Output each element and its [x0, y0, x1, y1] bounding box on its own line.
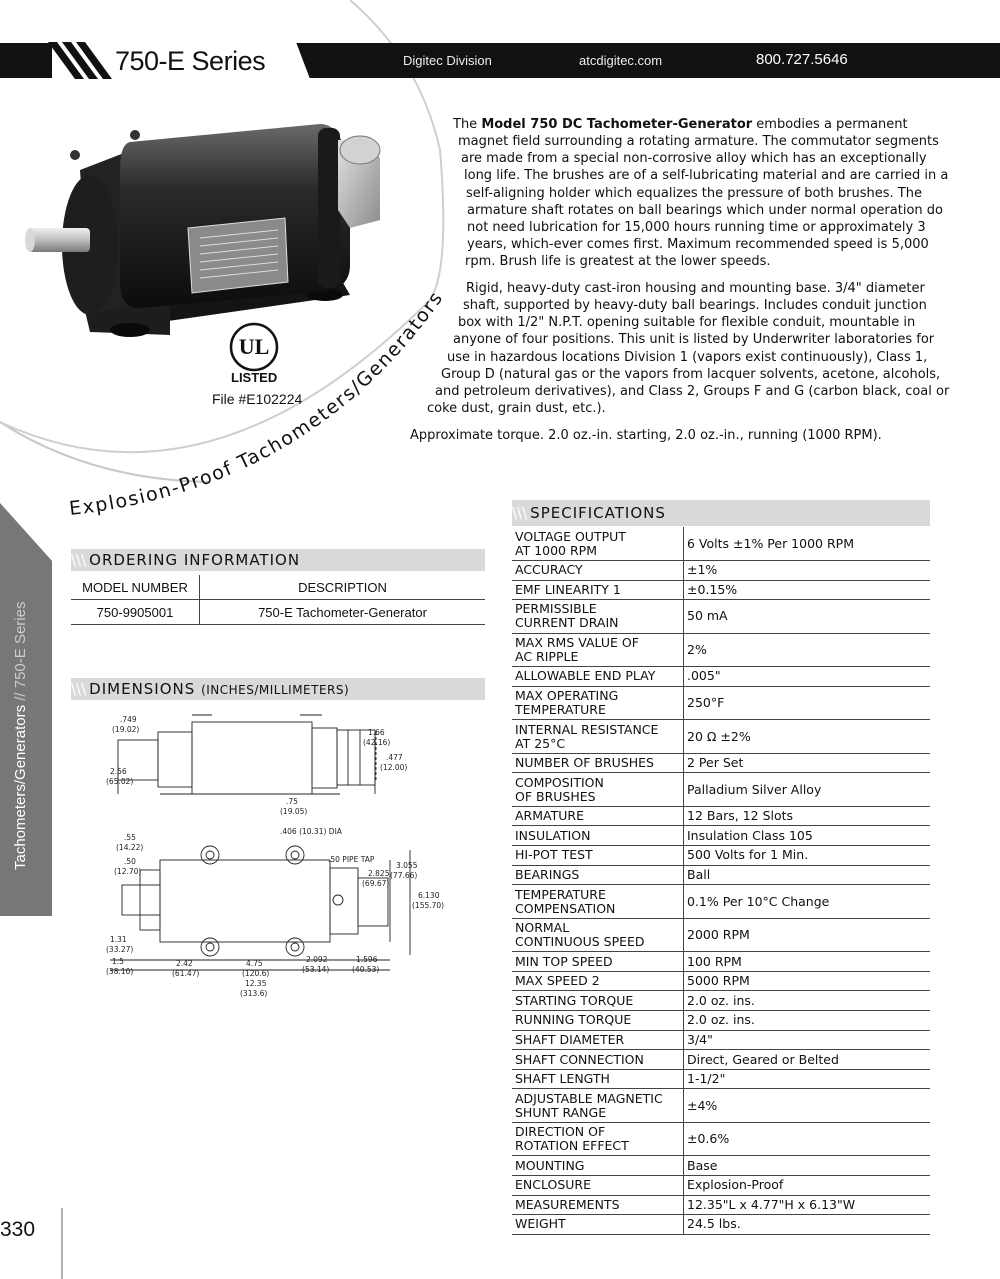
- intro-line: years, which-ever comes first. Maximum recommended speed is 5,000: [467, 237, 929, 252]
- intro-line: are made from a special non-corrosive alloy which has an exceptionally: [461, 151, 927, 166]
- spec-row: [512, 1069, 930, 1089]
- dimension-drawing: [100, 710, 450, 1000]
- spec-value: 250°F: [684, 686, 931, 720]
- intro-line: Group D (natural gas or the vapors from lacquer solvents, acetone, alcohols,: [441, 367, 941, 382]
- spec-value: 2.0 oz. ins.: [684, 991, 931, 1011]
- intro-line: box with 1/2" N.P.T. opening suitable for flexible conduit, mountable in: [458, 315, 916, 330]
- spec-label: STARTING TORQUE: [512, 991, 684, 1011]
- spec-row: [512, 720, 930, 754]
- spec-row: [512, 1030, 930, 1050]
- ul-mark-text: UL: [238, 334, 270, 359]
- spec-label: EMF LINEARITY 1: [512, 580, 684, 600]
- ul-listed-label: LISTED: [231, 370, 278, 385]
- curved-section-title: [60, 280, 480, 540]
- dim-label: 6.130: [418, 891, 440, 900]
- ordering-col-model: MODEL NUMBER: [71, 575, 200, 600]
- division-name: Digitec Division: [403, 53, 492, 68]
- page-number-rule: [60, 1208, 64, 1279]
- spec-label: TEMPERATURE COMPENSATION: [512, 885, 684, 919]
- dim-label: (40.53): [352, 965, 380, 974]
- product-name: Model 750 DC Tachometer-Generator: [481, 117, 753, 132]
- page-title: 750-E Series: [115, 46, 266, 76]
- intro-line: armature shaft rotates on ball bearings which under normal operation do: [467, 203, 943, 218]
- website: atcdigitec.com: [579, 53, 663, 68]
- spec-value: 20 Ω ±2%: [684, 720, 931, 754]
- intro-line: shaft, supported by heavy-duty ball bearings. Includes conduit junction: [463, 298, 927, 313]
- spec-value: 5000 RPM: [684, 971, 931, 991]
- dim-label: (33.27): [106, 945, 134, 954]
- spec-label: ARMATURE: [512, 806, 684, 826]
- dim-label: .406 (10.31) DIA: [280, 827, 342, 836]
- spec-row: [512, 686, 930, 720]
- spec-label: NUMBER OF BRUSHES: [512, 753, 684, 773]
- dim-label: .55: [124, 833, 136, 842]
- spec-row: [512, 918, 930, 952]
- spec-label: INTERNAL RESISTANCE AT 25°C: [512, 720, 684, 754]
- spec-label: VOLTAGE OUTPUT AT 1000 RPM: [512, 527, 684, 561]
- dimensions-header: [71, 678, 485, 700]
- spec-label: COMPOSITION OF BRUSHES: [512, 773, 684, 807]
- dim-label: 2.825: [368, 869, 390, 878]
- intro-line: rpm. Brush life is greatest at the lower speeds.: [465, 254, 771, 269]
- spec-label: INSULATION: [512, 826, 684, 846]
- spec-label: WEIGHT: [512, 1215, 684, 1235]
- spec-label: ADJUSTABLE MAGNETIC SHUNT RANGE: [512, 1089, 684, 1123]
- spec-value: Direct, Geared or Belted: [684, 1050, 931, 1070]
- dim-label: 4.75: [246, 959, 263, 968]
- intro-line: use in hazardous locations Division 1 (vapors exist continuously), Class 1,: [447, 350, 928, 365]
- dim-label: (120.6): [242, 969, 270, 978]
- page-number: [0, 1218, 35, 1242]
- dim-label: .50: [124, 857, 136, 866]
- dimensions-units: (INCHES/MILLIMETERS): [201, 683, 350, 697]
- spec-row: [512, 1122, 930, 1156]
- dim-label: 2.092: [306, 955, 328, 964]
- slash-icon: \\\: [71, 680, 87, 698]
- spec-label: SHAFT DIAMETER: [512, 1030, 684, 1050]
- dim-label: (53.14): [302, 965, 330, 974]
- spec-value: Ball: [684, 865, 931, 885]
- dim-label: (77.66): [390, 871, 418, 880]
- spec-row: [512, 753, 930, 773]
- spec-value: Explosion-Proof: [684, 1176, 931, 1196]
- header-title-notch: [280, 42, 310, 79]
- dim-label: 3.055: [396, 861, 418, 870]
- spec-label: MAX OPERATING TEMPERATURE: [512, 686, 684, 720]
- page-number-text: 330: [0, 1218, 36, 1241]
- intro-text: The: [453, 117, 482, 132]
- spec-row: [512, 527, 930, 561]
- ordering-col-description: DESCRIPTION: [298, 579, 387, 595]
- spec-label: HI-POT TEST: [512, 846, 684, 866]
- intro-line: anyone of four positions. This unit is listed by Underwriter laboratories for: [453, 332, 935, 347]
- spec-value: 50 mA: [684, 600, 931, 634]
- dim-label: (12.00): [380, 763, 408, 772]
- ordering-model-number: 750-9905001: [71, 600, 200, 625]
- spec-value: Base: [684, 1156, 931, 1176]
- spec-row: [512, 1215, 930, 1235]
- intro-line: and petroleum derivatives), and Class 2, Groups F and G (carbon black, coal or: [435, 384, 950, 399]
- spec-label: DIRECTION OF ROTATION EFFECT: [512, 1122, 684, 1156]
- intro-line: long life. The brushes are of a self-lubricating material and are carried in a: [464, 168, 949, 183]
- ul-file-number: File #E102224: [212, 391, 303, 407]
- spec-label: SHAFT LENGTH: [512, 1069, 684, 1089]
- side-tab-label: [12, 602, 29, 870]
- spec-row: [512, 971, 930, 991]
- dim-label: 2.42: [176, 959, 193, 968]
- intro-line: self-aligning holder which equalizes the pressure of both brushes. The: [466, 186, 922, 201]
- dim-label: .749: [120, 715, 137, 724]
- spec-value: 6 Volts ±1% Per 1000 RPM: [684, 527, 931, 561]
- spec-label: MEASUREMENTS: [512, 1195, 684, 1215]
- dim-label: 1.596: [356, 955, 378, 964]
- spec-value: 2000 RPM: [684, 918, 931, 952]
- spec-row: [512, 1195, 930, 1215]
- spec-value: ±0.6%: [684, 1122, 931, 1156]
- ordering-header: [71, 549, 485, 571]
- dim-label: (69.67): [362, 879, 390, 888]
- ordering-title: ORDERING INFORMATION: [89, 551, 301, 569]
- svg-text:Explosion-Proof Tachometers/Ge: [68, 287, 448, 520]
- dim-label: (14.22): [116, 843, 144, 852]
- spec-value: 2.0 oz. ins.: [684, 1011, 931, 1031]
- spec-value: Insulation Class 105: [684, 826, 931, 846]
- dim-label: (65.02): [106, 777, 134, 786]
- intro-line: Rigid, heavy-duty cast-iron housing and mounting base. 3/4" diameter: [466, 281, 925, 296]
- spec-label: ACCURACY: [512, 561, 684, 581]
- spec-label: RUNNING TORQUE: [512, 1011, 684, 1031]
- spec-row: [512, 1089, 930, 1123]
- spec-label: MOUNTING: [512, 1156, 684, 1176]
- spec-label: MIN TOP SPEED: [512, 952, 684, 972]
- spec-value: 0.1% Per 10°C Change: [684, 885, 931, 919]
- spec-label: ENCLOSURE: [512, 1176, 684, 1196]
- intro-line: not need lubrication for 15,000 hours running time or approximately 3: [467, 220, 926, 235]
- dim-label: .477: [386, 753, 403, 762]
- ordering-table: [71, 575, 485, 625]
- dim-label: (155.70): [412, 901, 445, 910]
- spec-label: SHAFT CONNECTION: [512, 1050, 684, 1070]
- dim-label: (38.10): [106, 967, 134, 976]
- spec-value: 2 Per Set: [684, 753, 931, 773]
- intro-paragraph-3: Approximate torque. 2.0 oz.-in. starting, 2.0 oz.-in., running (1000 RPM).: [410, 428, 882, 443]
- spec-row: [512, 865, 930, 885]
- intro-text: embodies a permanent: [752, 117, 908, 132]
- side-tab-separator: //: [12, 688, 29, 705]
- spec-label: ALLOWABLE END PLAY: [512, 667, 684, 687]
- dim-label: 2.56: [110, 767, 127, 776]
- spec-value: .005": [684, 667, 931, 687]
- spec-value: Palladium Silver Alloy: [684, 773, 931, 807]
- dim-label: .75: [286, 797, 298, 806]
- spec-row: [512, 991, 930, 1011]
- side-tab-category: Tachometers/Generators: [12, 704, 29, 870]
- spec-row: [512, 885, 930, 919]
- spec-value: ±4%: [684, 1089, 931, 1123]
- curved-title-text: Explosion-Proof Tachometers/Generators: [68, 286, 448, 520]
- slash-icon: \\\: [71, 551, 87, 569]
- spec-row: [512, 846, 930, 866]
- dimensions-title: DIMENSIONS: [89, 680, 196, 698]
- spec-row: [512, 1156, 930, 1176]
- dim-label: (19.02): [112, 725, 140, 734]
- side-tab-series: 750-E Series: [12, 601, 29, 689]
- intro-line: coke dust, grain dust, etc.).: [427, 401, 606, 416]
- spec-label: BEARINGS: [512, 865, 684, 885]
- spec-row: [512, 600, 930, 634]
- spec-label: PERMISSIBLE CURRENT DRAIN: [512, 600, 684, 634]
- spec-row: [512, 806, 930, 826]
- spec-value: 100 RPM: [684, 952, 931, 972]
- spec-label: NORMAL CONTINUOUS SPEED: [512, 918, 684, 952]
- specifications-title: SPECIFICATIONS: [530, 504, 666, 522]
- spec-row: [512, 952, 930, 972]
- specifications-table: [512, 527, 930, 1235]
- dim-label: 1.5: [112, 957, 124, 966]
- spec-row: [512, 633, 930, 667]
- ordering-description: 750-E Tachometer-Generator: [258, 604, 427, 620]
- spec-row: [512, 1011, 930, 1031]
- spec-row: [512, 1050, 930, 1070]
- spec-value: 24.5 lbs.: [684, 1215, 931, 1235]
- spec-label: MAX SPEED 2: [512, 971, 684, 991]
- spec-row: [512, 580, 930, 600]
- spec-value: 2%: [684, 633, 931, 667]
- dim-label: 12.35: [245, 979, 267, 988]
- slash-icon: \\\: [512, 504, 528, 522]
- dim-label: (61.47): [172, 969, 200, 978]
- spec-value: 12 Bars, 12 Slots: [684, 806, 931, 826]
- header-slash-icon: [40, 42, 120, 79]
- spec-row: [512, 1176, 930, 1196]
- spec-row: [512, 667, 930, 687]
- dim-label: (313.6): [240, 989, 268, 998]
- spec-value: 1-1/2": [684, 1069, 931, 1089]
- spec-value: 12.35"L x 4.77"H x 6.13"W: [684, 1195, 931, 1215]
- spec-value: 3/4": [684, 1030, 931, 1050]
- specifications-header: [512, 500, 930, 526]
- dim-label: (42.16): [363, 738, 391, 747]
- spec-value: ±1%: [684, 561, 931, 581]
- intro-line: magnet field surrounding a rotating armature. The commutator segments: [458, 134, 939, 149]
- dim-label: 1.66: [368, 728, 385, 737]
- dim-label: 1.31: [110, 935, 127, 944]
- spec-value: 500 Volts for 1 Min.: [684, 846, 931, 866]
- dim-label: (19.05): [280, 807, 308, 816]
- spec-row: [512, 826, 930, 846]
- spec-row: [512, 773, 930, 807]
- dim-label: .50 PIPE TAP: [328, 855, 375, 864]
- dim-label: (12.70): [114, 867, 142, 876]
- spec-value: ±0.15%: [684, 580, 931, 600]
- spec-label: MAX RMS VALUE OF AC RIPPLE: [512, 633, 684, 667]
- spec-row: [512, 561, 930, 581]
- phone-number: 800.727.5646: [756, 51, 848, 68]
